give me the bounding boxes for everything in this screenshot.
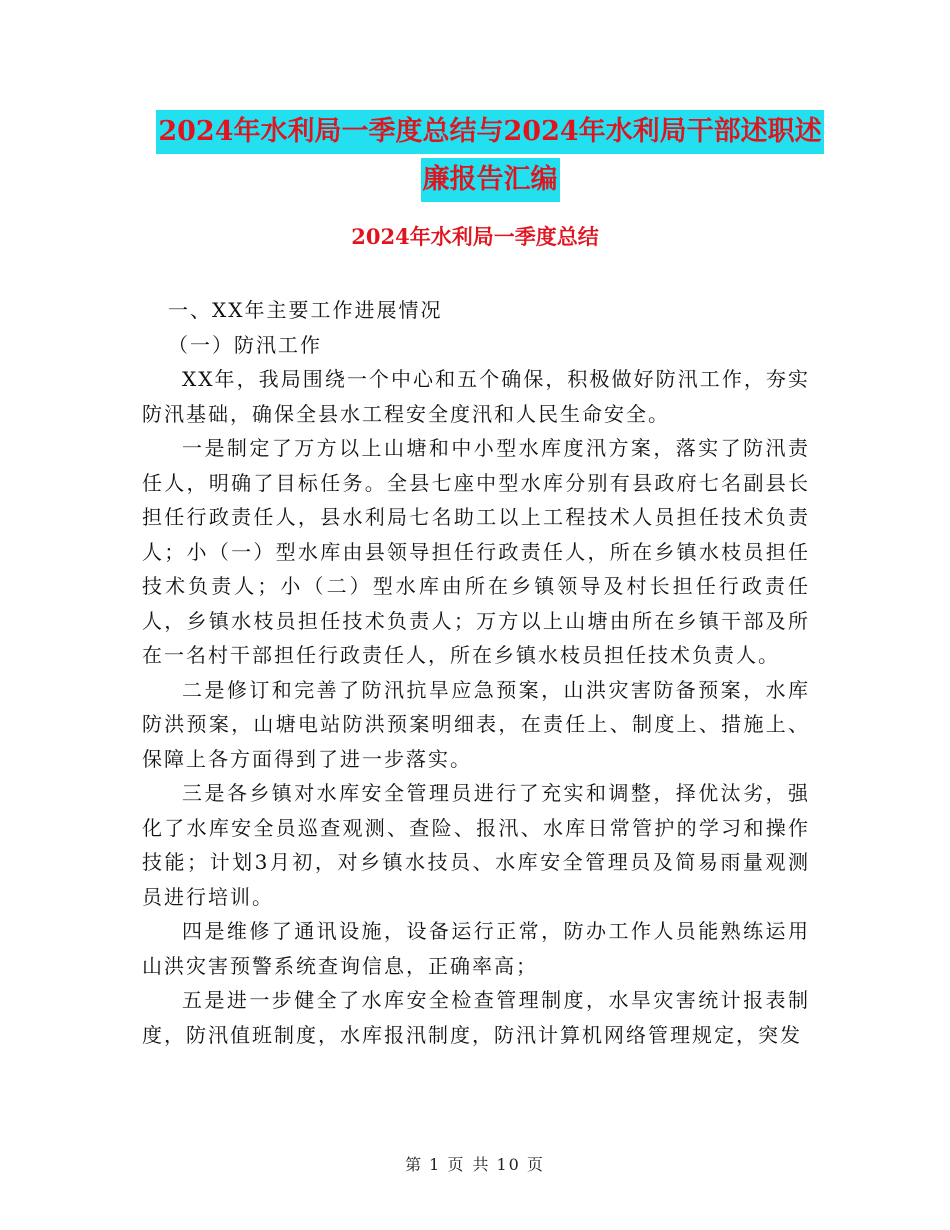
paragraph-item-3: 三是各乡镇对水库安全管理员进行了充实和调整，择优汰劣，强化了水库安全员巡查观测、查险、报汛、水库日常管护的学习和操作技能；计划3月初，对乡镇水技员、水库安全管理员及简易雨量观测员进行培训。 — [142, 781, 810, 909]
footer-total-pages: 10 — [496, 1155, 521, 1174]
paragraph-item-2: 二是修订和完善了防汛抗旱应急预案，山洪灾害防备预案，水库防洪预案，山塘电站防洪预案明细表，在责任上、制度上、措施上、保障上各方面得到了进一步落实。 — [142, 677, 810, 771]
heading-flood-control: （一）防汛工作 — [168, 332, 322, 357]
paragraph-item-5: 五是进一步健全了水库安全检查管理制度，水旱灾害统计报表制度，防汛值班制度，水库报汛制度，防汛计算机网络管理规定，突发 — [142, 988, 810, 1047]
heading-main-progress: 一、XX年主要工作进展情况 — [168, 298, 443, 322]
footer-suffix: 页 — [526, 1155, 545, 1174]
paragraph-item-1: 一是制定了万方以上山塘和中小型水库度汛方案，落实了防汛责任人，明确了目标任务。全县七座中型水库分别有县政府七名副县长担任行政责任人，县水利局七名助工以上工程技术人员担任技术负责人；小（一）型水库由县领导担任行政责任人，所在乡镇水枝员担任技术负责人；小（二）型水库由所在乡镇领导及村长担任行政责任人，乡镇水枝员担任技术负责人；万方以上山塘由所在乡镇干部及所在一名村干部担任行政责任人，所在乡镇水枝员担任技术负责人。 — [142, 436, 810, 667]
title-line-2: 廉报告汇编 — [421, 158, 560, 202]
paragraph-intro: XX年，我局围绕一个中心和五个确保，积极做好防汛工作，夯实防汛基础，确保全县水工程安全度汛和人民生命安全。 — [142, 367, 810, 426]
title-line-1: 2024年水利局一季度总结与2024年水利局干部述职述 — [156, 110, 823, 154]
footer-prefix: 第 — [405, 1155, 424, 1174]
footer-current-page: 1 — [429, 1155, 442, 1174]
document-body — [142, 293, 810, 1052]
paragraph-item-4: 四是维修了通讯设施，设备运行正常，防办工作人员能熟练运用山洪灾害预警系统查询信息，正确率高； — [142, 919, 810, 978]
document-title — [140, 110, 840, 202]
footer-middle: 页 共 — [447, 1155, 491, 1174]
page-footer — [0, 1152, 950, 1175]
section-title: 2024年水利局一季度总结 — [351, 224, 599, 249]
